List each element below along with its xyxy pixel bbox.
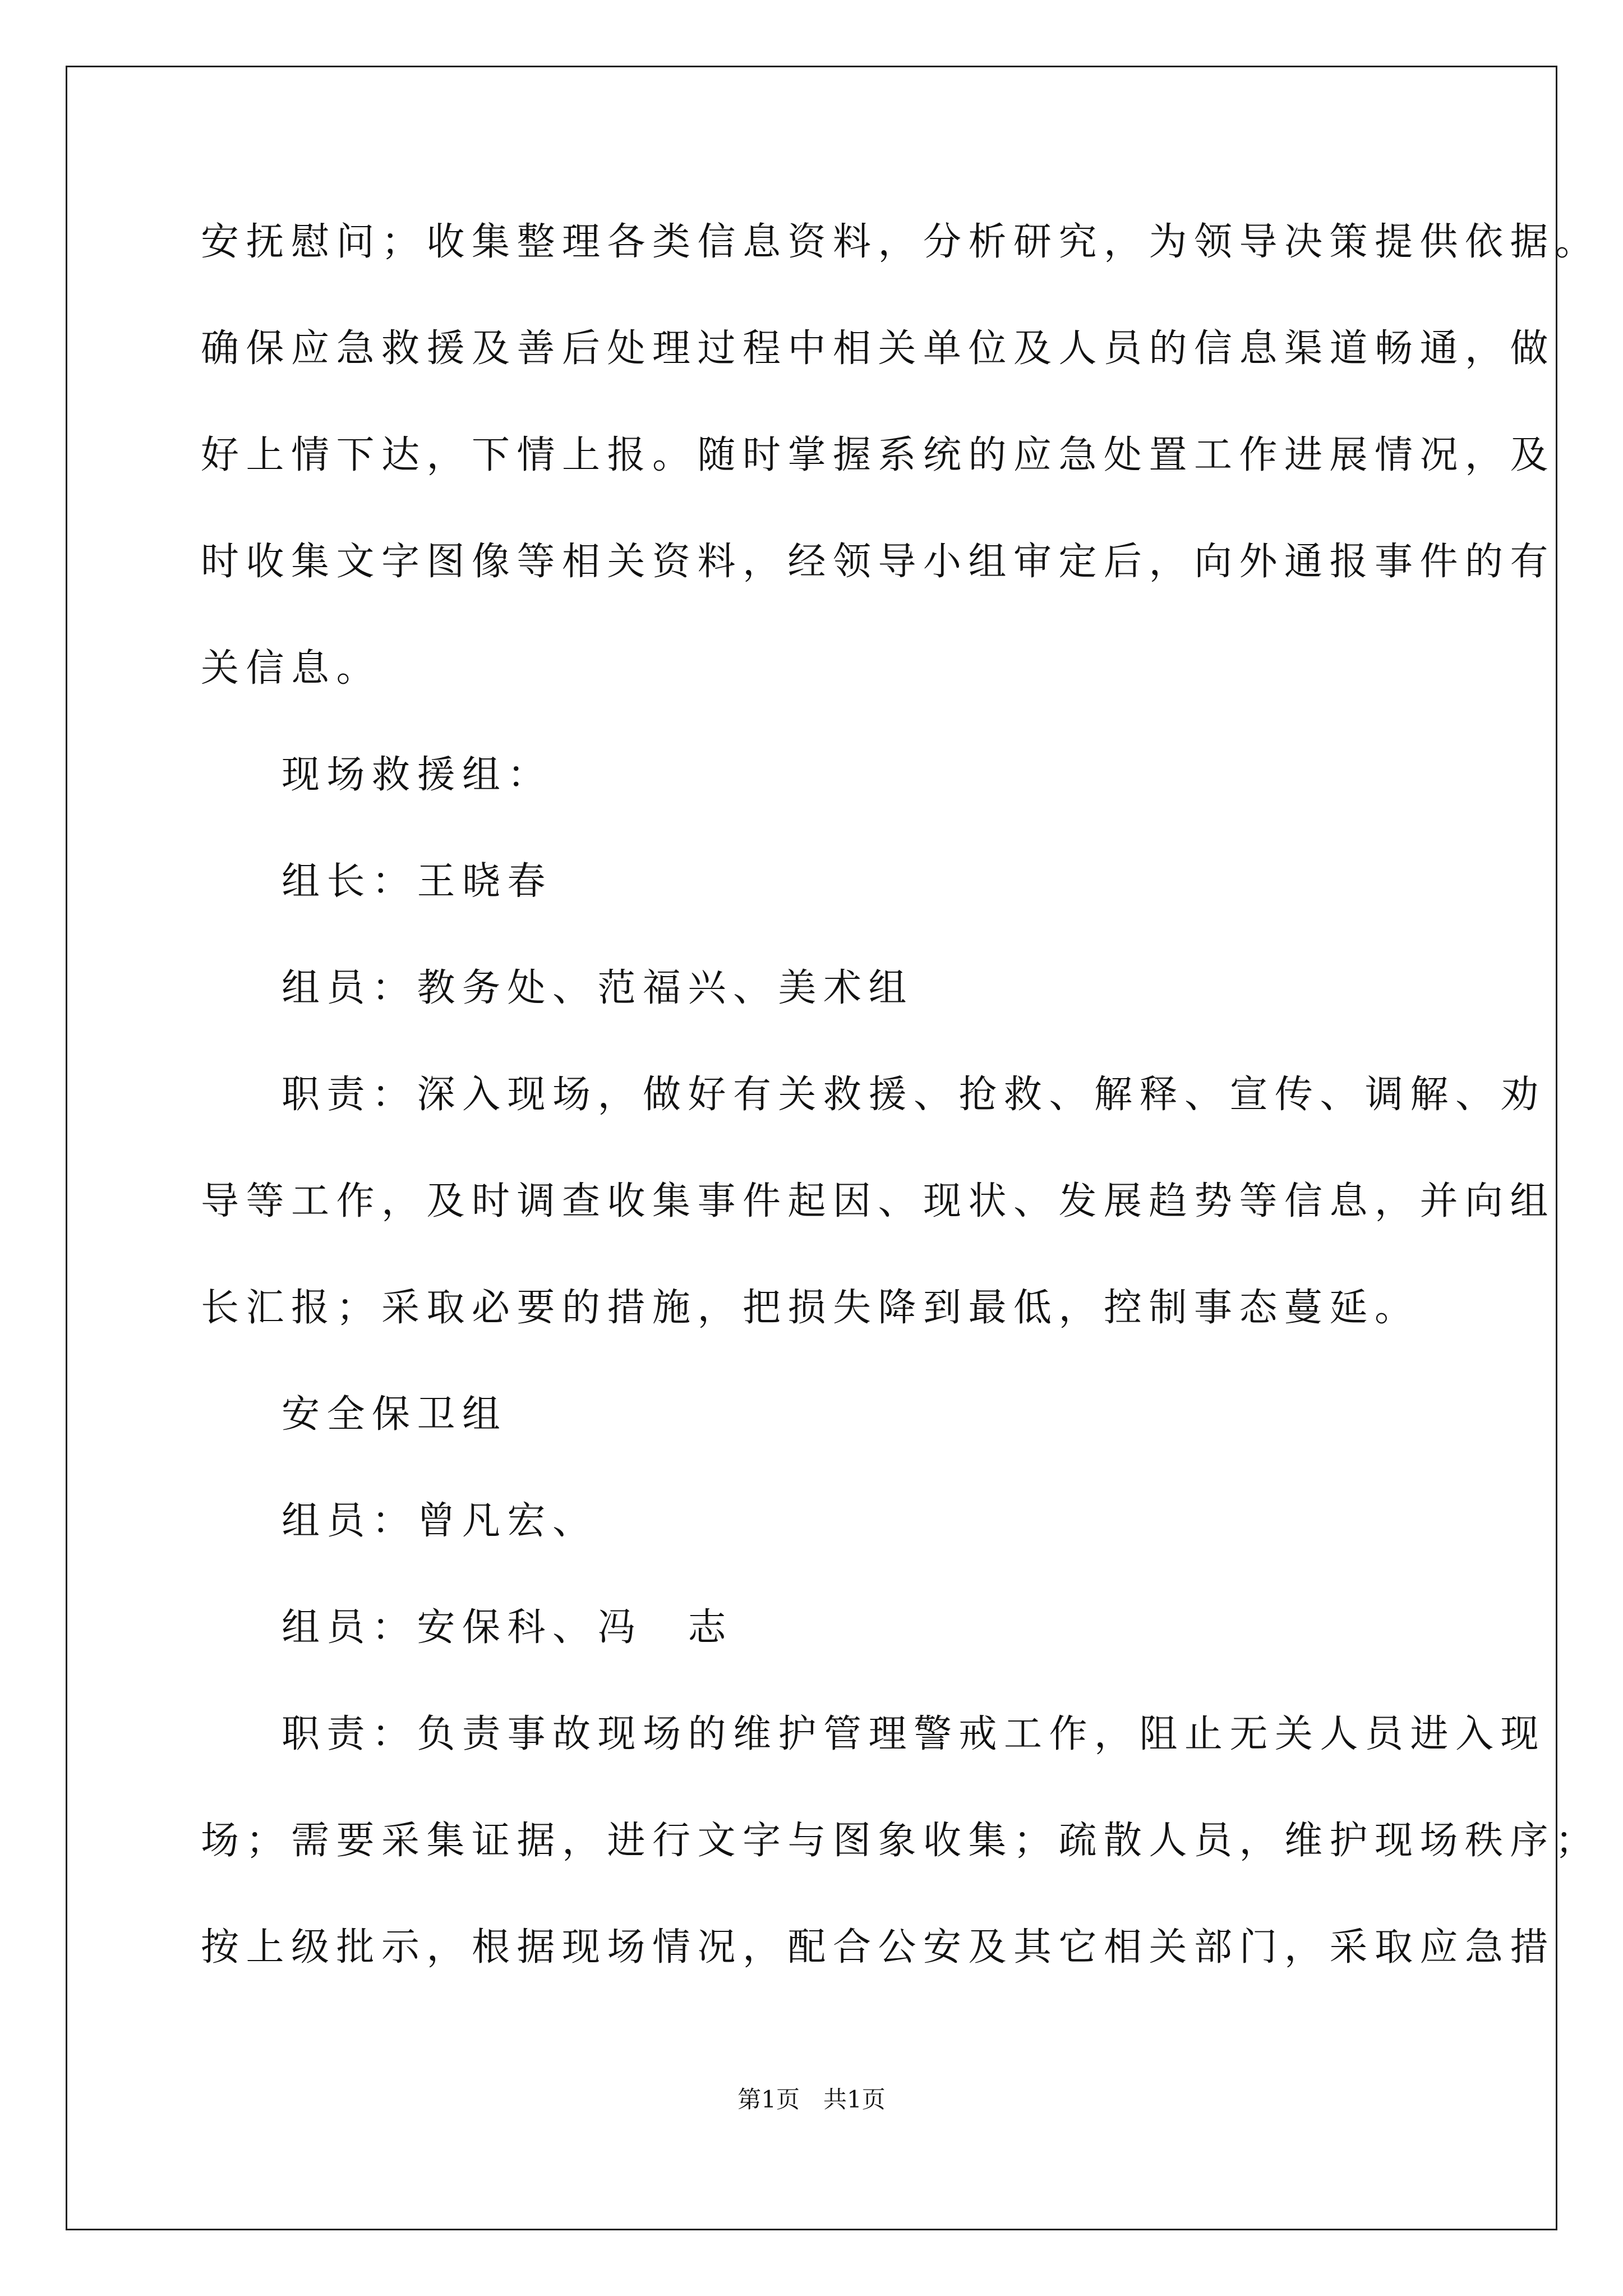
security-duty-line-3: 按上级批示，根据现场情况，配合公安及其它相关部门，采取应急措 xyxy=(201,1925,1556,1970)
body-line-1: 安抚慰问；收集整理各类信息资料，分析研究，为领导决策提供依据。 xyxy=(201,220,1601,264)
security-members-2: 组员：安保科、冯 志 xyxy=(282,1605,734,1650)
security-members-1: 组员：曾凡宏、 xyxy=(282,1499,598,1543)
body-line-5: 关信息。 xyxy=(201,646,382,691)
section-heading-rescue: 现场救援组： xyxy=(282,753,553,797)
body-line-4: 时收集文字图像等相关资料，经领导小组审定后，向外通报事件的有 xyxy=(201,540,1556,584)
body-line-2: 确保应急救援及善后处理过程中相关单位及人员的信息渠道畅通，做 xyxy=(201,326,1556,371)
rescue-leader: 组长：王晓春 xyxy=(282,859,553,904)
security-duty-line-1: 职责：负责事故现场的维护管理警戒工作，阻止无关人员进入现 xyxy=(282,1712,1546,1756)
page-number: 第1页 共1页 xyxy=(737,2086,886,2113)
body-line-3: 好上情下达，下情上报。随时掌握系统的应急处置工作进展情况，及 xyxy=(201,433,1556,477)
page-border xyxy=(66,66,1557,2230)
security-duty-line-2: 场；需要采集证据，进行文字与图象收集；疏散人员，维护现场秩序； xyxy=(201,1819,1601,1863)
rescue-members: 组员：教务处、范福兴、美术组 xyxy=(282,966,914,1010)
section-heading-security: 安全保卫组 xyxy=(282,1392,508,1437)
rescue-duty-line-1: 职责：深入现场，做好有关救援、抢救、解释、宣传、调解、劝 xyxy=(282,1073,1546,1117)
rescue-duty-line-2: 导等工作，及时调查收集事件起因、现状、发展趋势等信息，并向组 xyxy=(201,1179,1556,1223)
rescue-duty-line-3: 长汇报；采取必要的措施，把损失降到最低，控制事态蔓延。 xyxy=(201,1286,1420,1330)
